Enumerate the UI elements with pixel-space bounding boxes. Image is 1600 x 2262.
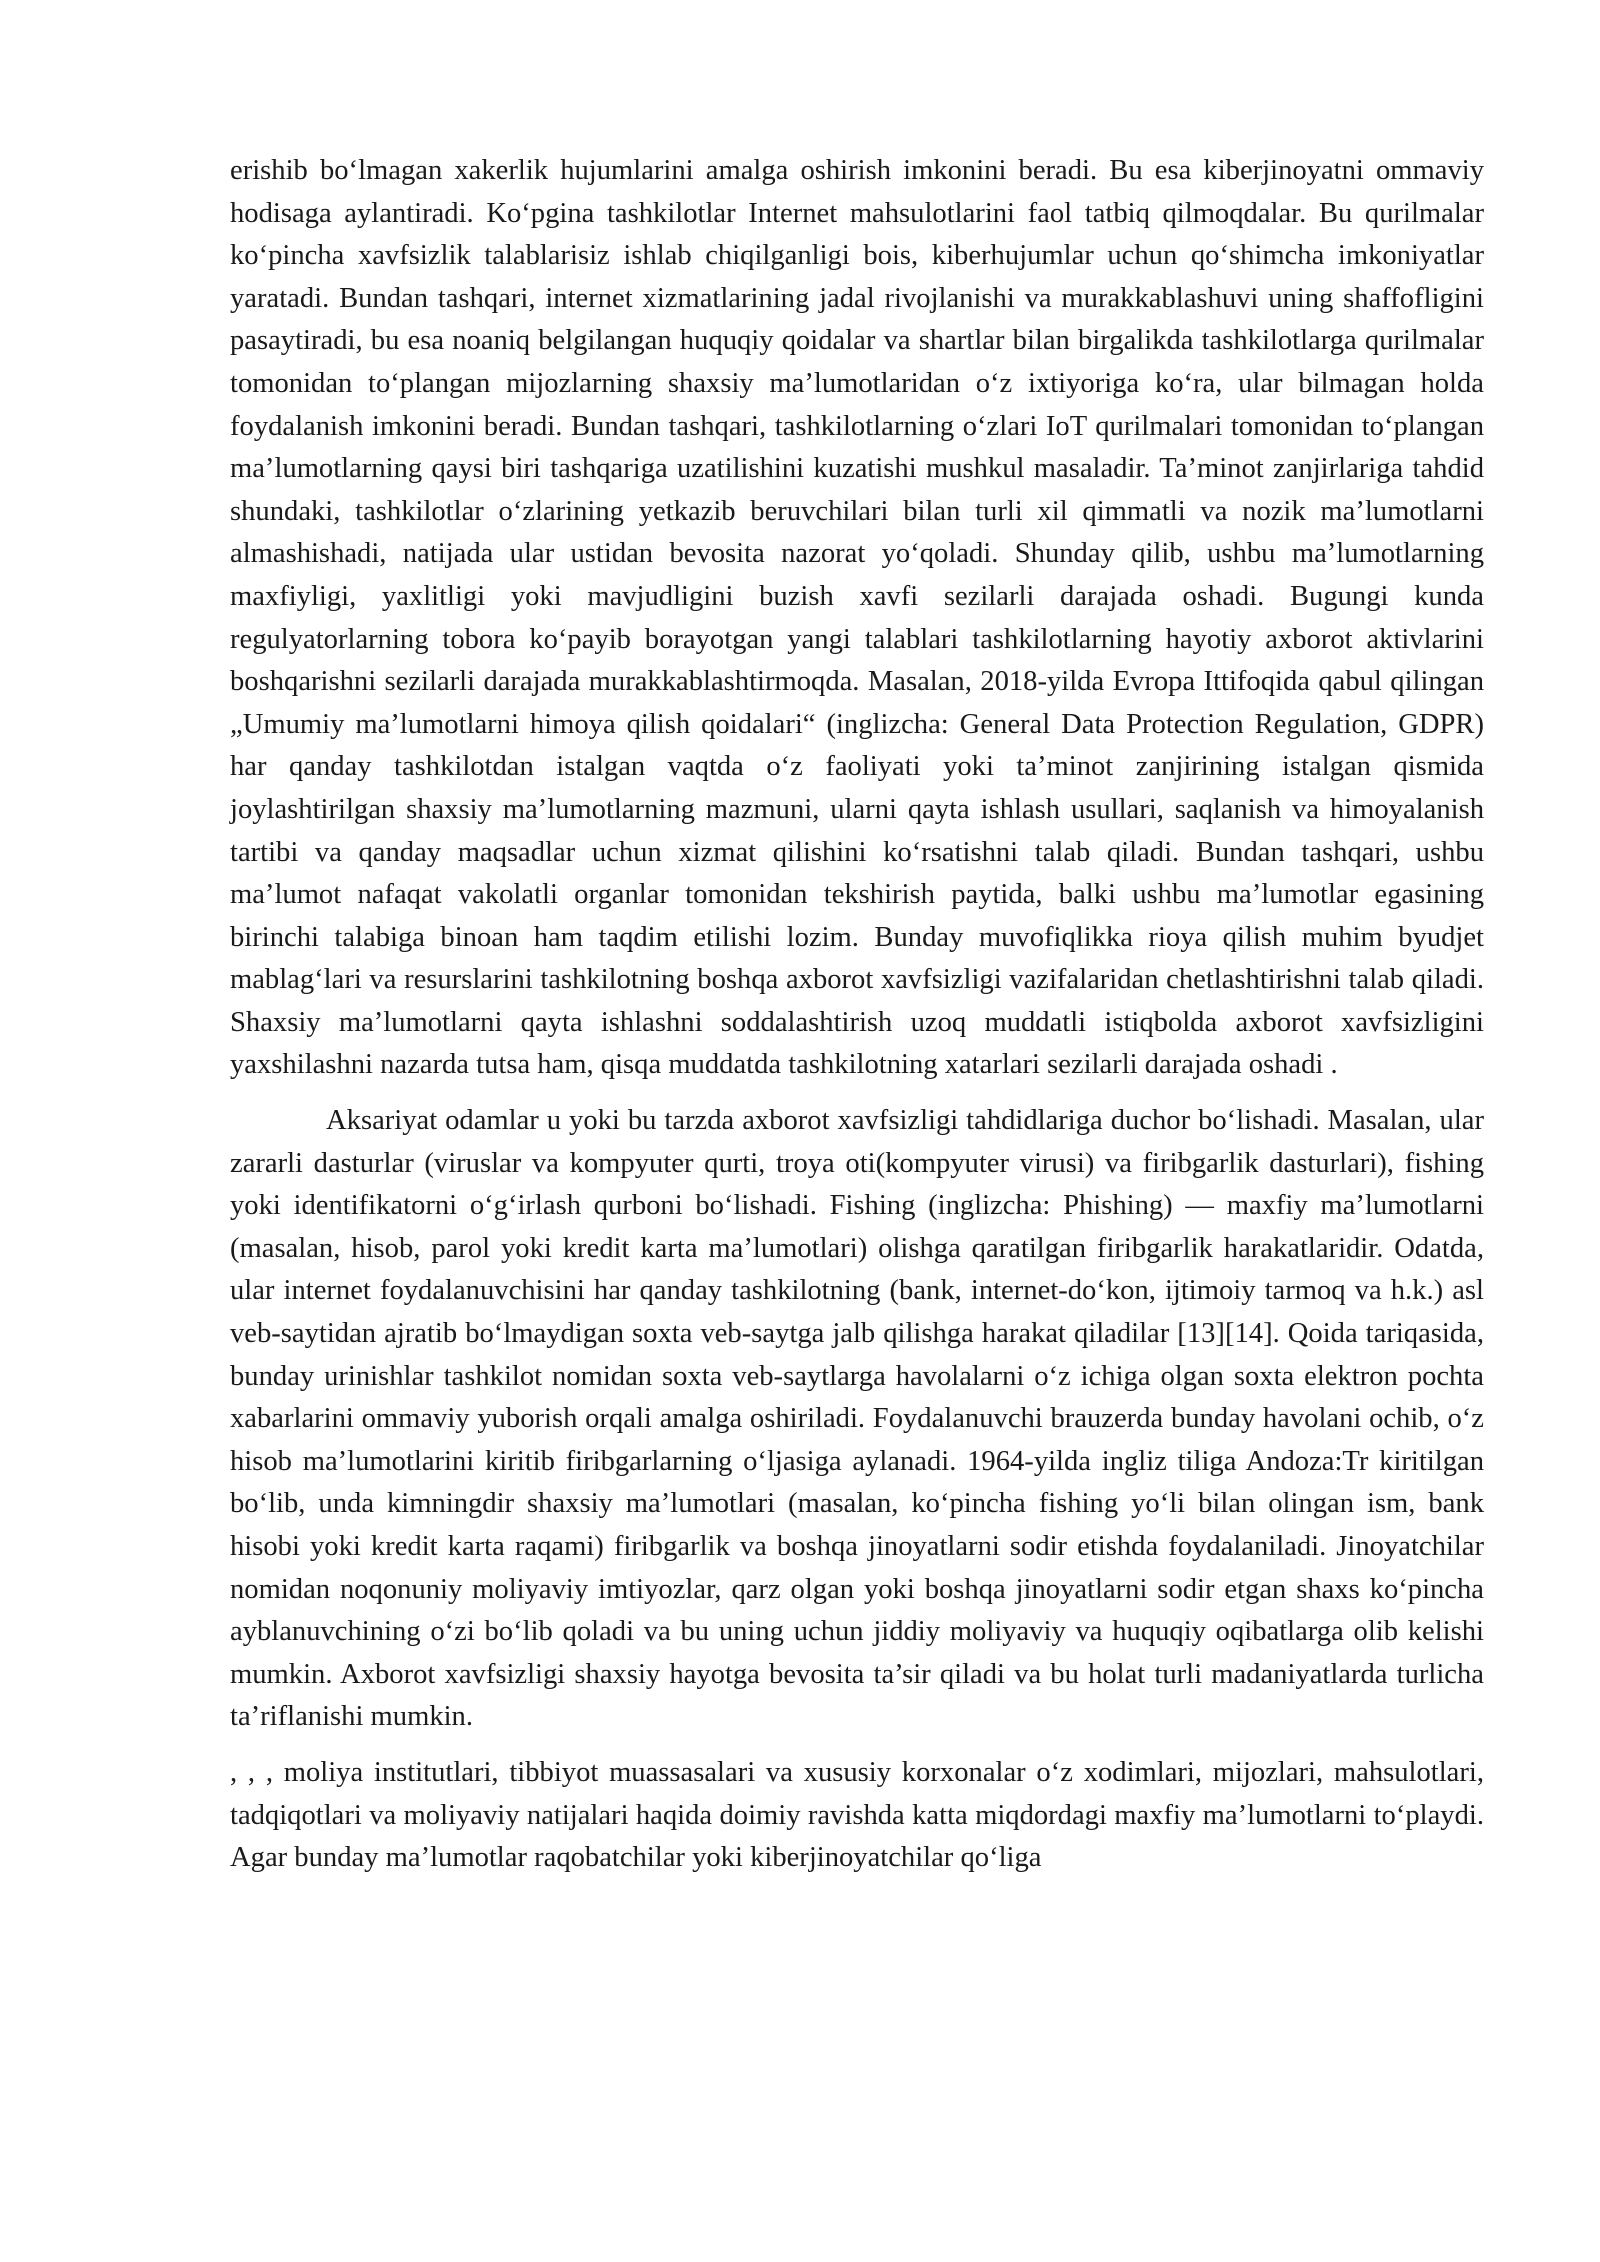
- paragraph-continued: erishib bo‘lmagan xakerlik hujumlarini amalga oshirish imkonini beradi. Bu esa kiberjinoyatni ommaviy hodisaga aylantiradi. Ko‘pgina tashkilotlar Internet mahsulotlarini faol tatbiq qilmoqdalar. Bu qurilmalar ko‘pincha xavfsizlik talablarisiz ishlab chiqilganligi bois, kiberhujumlar uchun qo‘shimcha imkoniyatlar yaratadi. Bundan tashqari, internet xizmatlarining jadal rivojlanishi va murakkablashuvi uning shaffofligini pasaytiradi, bu esa noaniq belgilangan huquqiy qoidalar va shartlar bilan birgalikda tashkilotlarga qurilmalar tomonidan to‘plangan mijozlarning shaxsiy ma’lumotlaridan o‘z ixtiyoriga ko‘ra, ular bilmagan holda foydalanish imkonini beradi. Bundan tashqari, tashkilotlarning o‘zlari IoT qurilmalari tomonidan to‘plangan ma’lumotlarning qaysi biri tashqariga uzatilishini kuzatishi mushkul masaladir. Ta’minot zanjirlariga tahdid shundaki, tashkilotlar o‘zlarining yetkazib beruvchilari bilan turli xil qimmatli va nozik ma’lumotlarni almashishadi, natijada ular ustidan bevosita nazorat yo‘qoladi. Shunday qilib, ushbu ma’lumotlarning maxfiyligi, yaxlitligi yoki mavjudligini buzish xavfi sezilarli darajada oshadi. Bugungi kunda regulyatorlarning tobora ko‘payib borayotgan yangi talablari tashkilotlarning hayotiy axborot aktivlarini boshqarishni sezilarli darajada murakkablashtirmoqda. Masalan, 2018-yilda Evropa Ittifoqida qabul qilingan „Umumiy ma’lumotlarni himoya qilish qoidalari“ (inglizcha: General Data Protection Regulation, GDPR) har qanday tashkilotdan istalgan vaqtda o‘z faoliyati yoki ta’minot zanjirining istalgan qismida joylashtirilgan shaxsiy ma’lumotlarning mazmuni, ularni qayta ishlash usullari, saqlanish va himoyalanish tartibi va qanday maqsadlar uchun xizmat qilishini ko‘rsatishni talab qiladi. Bundan tashqari, ushbu ma’lumot nafaqat vakolatli organlar tomonidan tekshirish paytida, balki ushbu ma’lumotlar egasining birinchi talabiga binoan ham taqdim etilishi lozim. Bunday muvofiqlikka rioya qilish muhim byudjet mablag‘lari va resurslarini tashkilotning boshqa axborot xavfsizligi vazifalaridan chetlashtirishni talab qiladi. Shaxsiy ma’lumotlarni qayta ishlashni soddalashtirish uzoq muddatli istiqbolda axborot xavfsizligini yaxshilashni nazarda tutsa ham, qisqa muddatda tashkilotning xatarlari sezilarli darajada oshadi .: [230, 155, 1484, 1081]
- paragraph-information-security-threats: Aksariyat odamlar u yoki bu tarzda axborot xavfsizligi tahdidlariga duchor bo‘lishadi. Masalan, ular zararli dasturlar (viruslar va kompyuter qurti, troya oti(kompyuter virusi) va firibgarlik dasturlari), fishing yoki identifikatorni o‘g‘irlash qurboni bo‘lishadi. Fishing (inglizcha: Phishing) — maxfiy ma’lumotlarni (masalan, hisob, parol yoki kredit karta ma’lumotlari) olishga qaratilgan firibgarlik harakatlaridir. Odatda, ular internet foydalanuvchisini har qanday tashkilotning (bank, internet-do‘kon, ijtimoiy tarmoq va h.k.) asl veb-saytidan ajratib bo‘lmaydigan soxta veb-saytga jalb qilishga harakat qiladilar [13][14]. Qoida tariqasida, bunday urinishlar tashkilot nomidan soxta veb-saytlarga havolalarni o‘z ichiga olgan soxta elektron pochta xabarlarini ommaviy yuborish orqali amalga oshiriladi. Foydalanuvchi brauzerda bunday havolani ochib, o‘z hisob ma’lumotlarini kiritib firibgarlarning o‘ljasiga aylanadi. 1964-yilda ingliz tiliga Andoza:Tr kiritilgan bo‘lib, unda kimningdir shaxsiy ma’lumotlari (masalan, ko‘pincha fishing yo‘li bilan olingan ism, bank hisobi yoki kredit karta raqami) firibgarlik va boshqa jinoyatlarni sodir etishda foydalaniladi. Jinoyatchilar nomidan noqonuniy moliyaviy imtiyozlar, qarz olgan yoki boshqa jinoyatlarni sodir etgan shaxs ko‘pincha ayblanuvchining o‘zi bo‘lib qoladi va bu uning uchun jiddiy moliyaviy va huquqiy oqibatlarga olib kelishi mumkin. Axborot xavfsizligi shaxsiy hayotga bevosita ta’sir qiladi va bu holat turli madaniyatlarda turlicha ta’riflanishi mumkin.: [230, 1105, 1484, 1733]
- paragraph-institutions: , , , moliya institutlari, tibbiyot muassasalari va xususiy korxonalar o‘z xodimlari, mijozlari, mahsulotlari, tadqiqotlari va moliyaviy natijalari haqida doimiy ravishda katta miqdordagi maxfiy ma’lumotlarni to‘playdi. Agar bunday ma’lumotlar raqobatchilar yoki kiberjinoyatchilar qo‘liga: [230, 1756, 1484, 1874]
- document-body: [230, 150, 1484, 1880]
